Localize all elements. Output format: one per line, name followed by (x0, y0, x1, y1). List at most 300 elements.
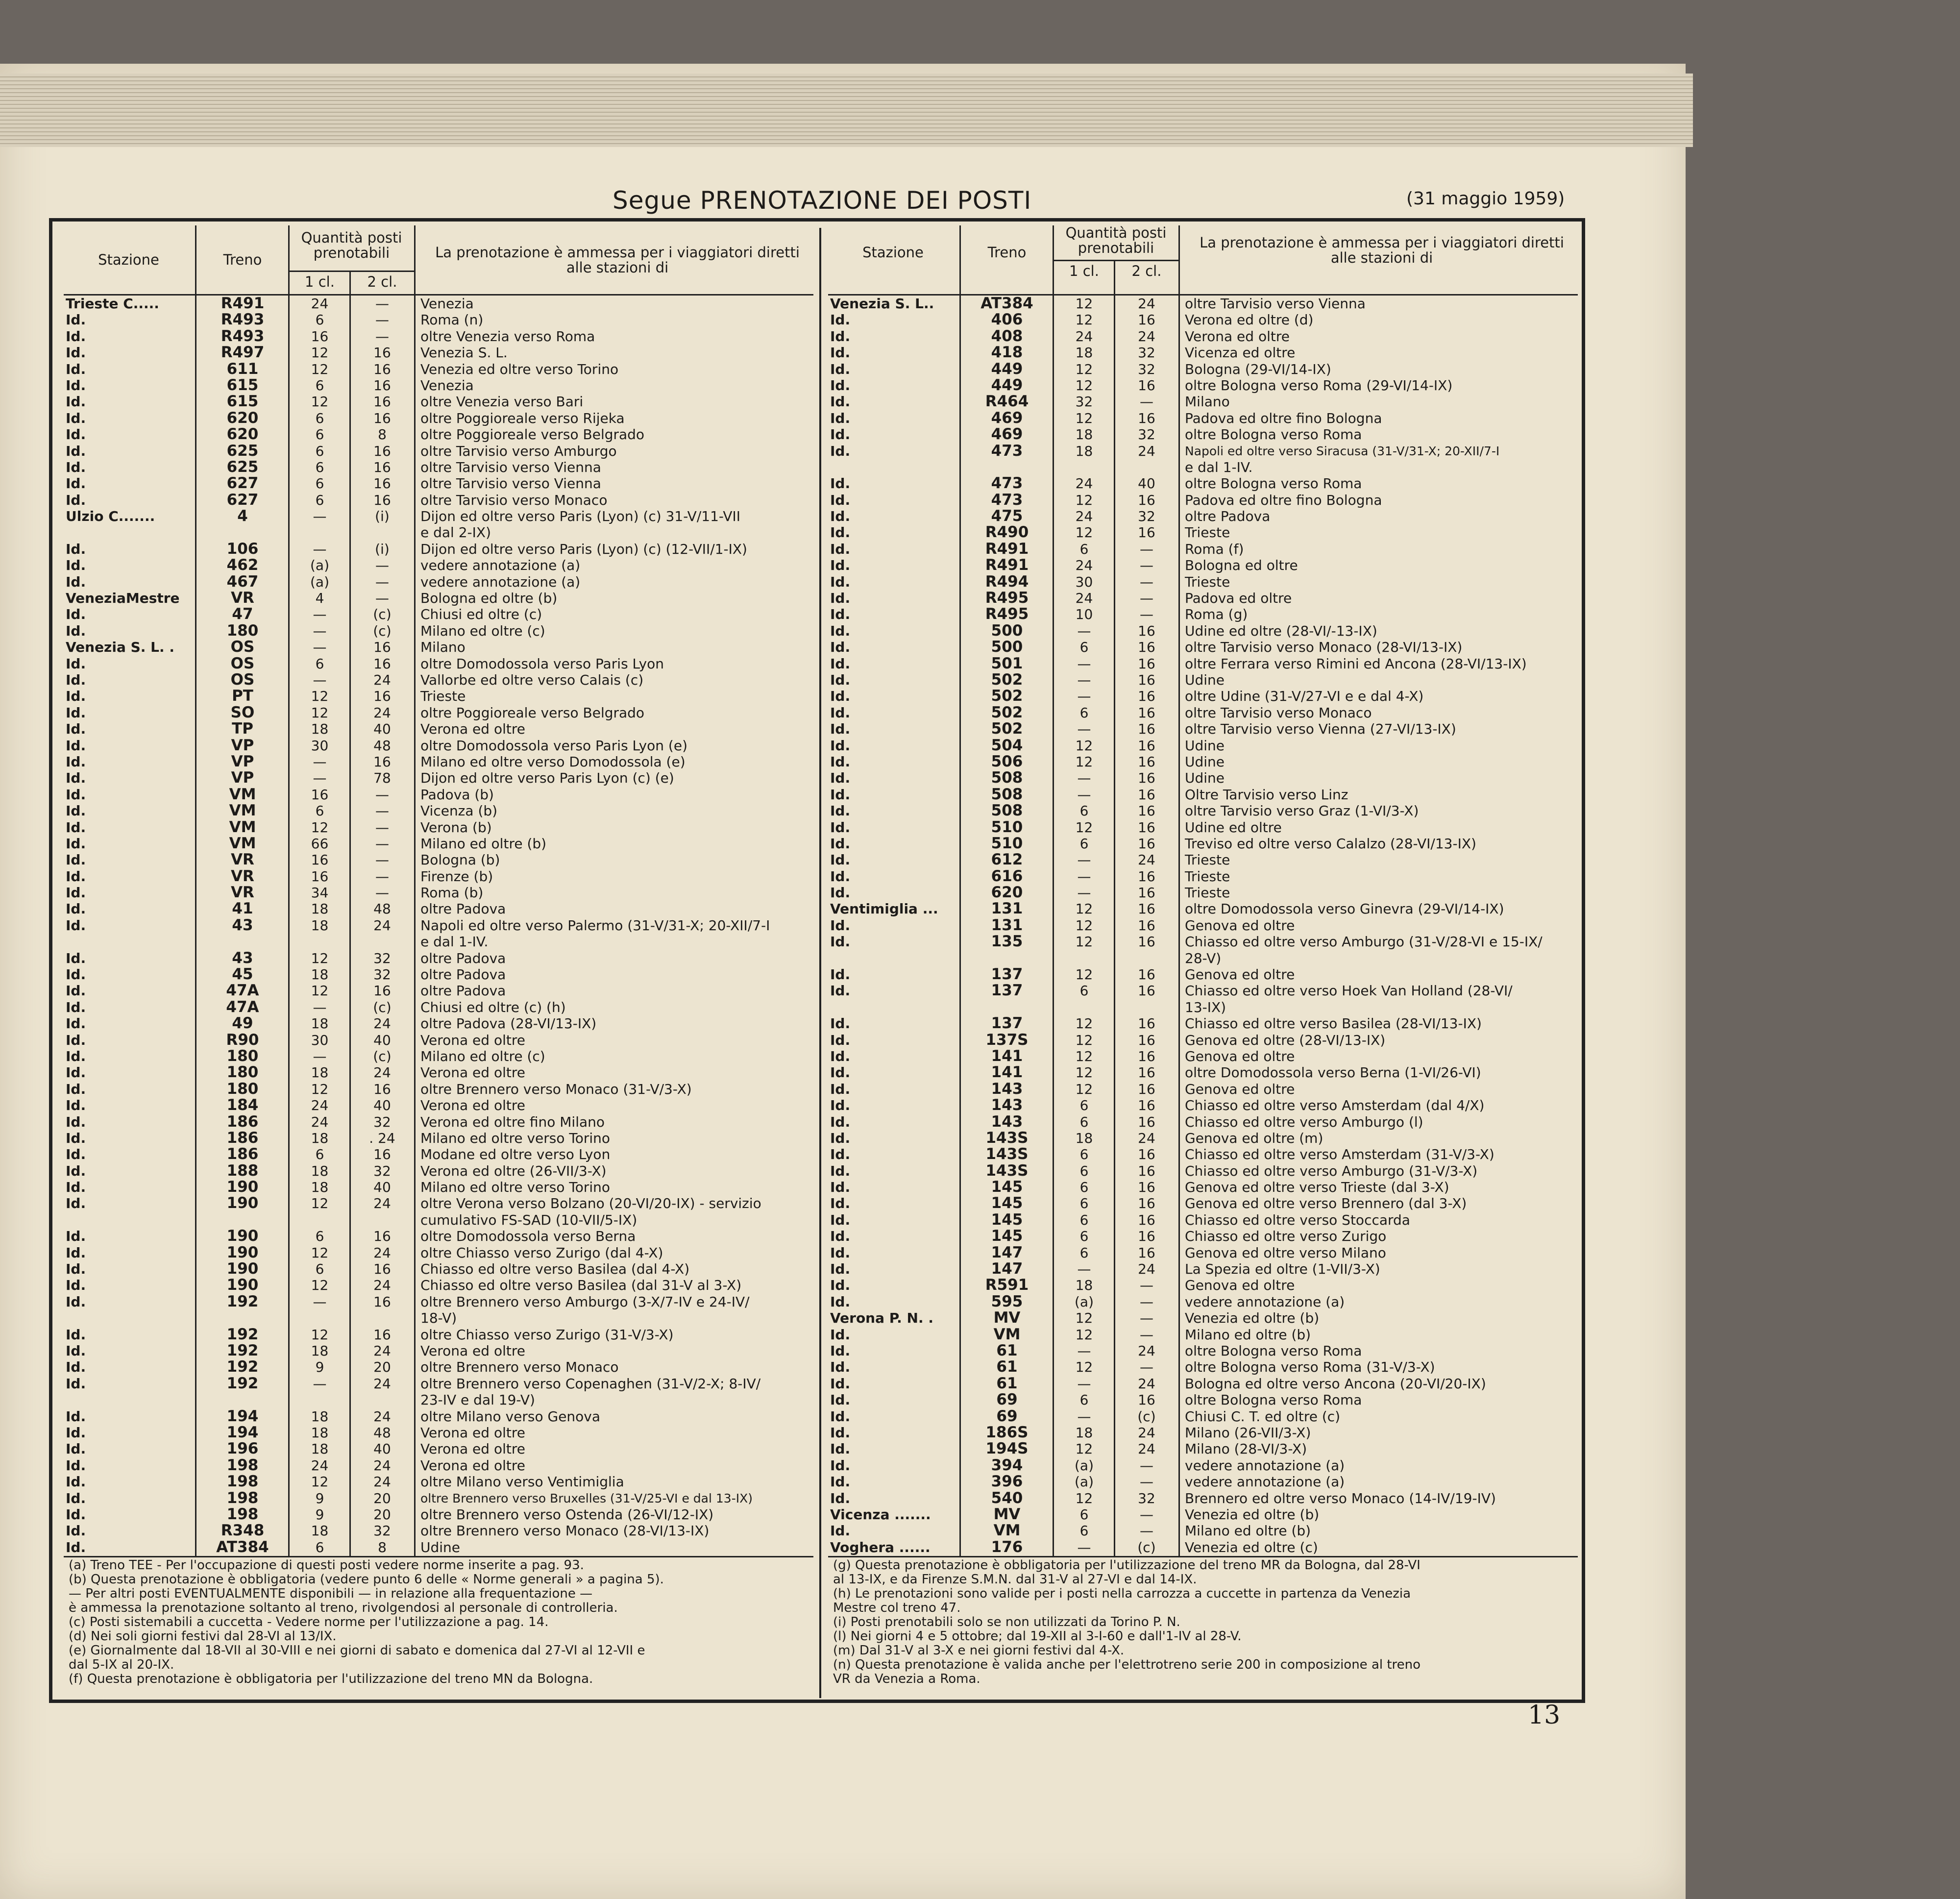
station-cell: Id. (66, 1081, 86, 1097)
table-row (64, 934, 813, 950)
table-header (828, 225, 1578, 296)
station-cell: Id. (830, 885, 851, 901)
first-class-cell: 16 (311, 328, 329, 345)
station-cell: Id. (66, 1375, 86, 1392)
destination-cell: oltre Bologna verso Roma (31-V/3-X) (1185, 1359, 1435, 1376)
destination-cell: oltre Tarvisio verso Vienna (27-VI/13-IX) (1185, 721, 1456, 738)
header-treno: Treno (987, 244, 1027, 261)
second-class-cell: 16 (373, 1081, 391, 1097)
table-row (64, 606, 813, 622)
table-row (64, 492, 813, 508)
second-class-cell: — (375, 328, 389, 345)
second-class-cell: 24 (373, 1375, 391, 1392)
train-cell: 145 (991, 1194, 1023, 1212)
station-cell: Id. (830, 394, 851, 410)
table-row (64, 1343, 813, 1359)
destination-cell: Padova ed oltre fino Bologna (1185, 492, 1382, 508)
train-cell: 190 (226, 1227, 259, 1245)
first-class-cell: 6 (1079, 1506, 1089, 1523)
station-cell: Id. (66, 999, 86, 1015)
column-rule (414, 296, 416, 1556)
second-class-cell: 24 (1138, 296, 1155, 312)
train-cell: 4 (237, 507, 248, 525)
first-class-cell: 6 (315, 459, 324, 475)
destination-cell: Udine ed oltre (28-VI/-13-IX) (1185, 622, 1377, 639)
second-class-cell: 16 (1138, 835, 1155, 852)
table-row (64, 1228, 813, 1244)
first-class-cell: — (1077, 622, 1091, 639)
first-class-cell: — (313, 508, 327, 525)
train-cell: OS (230, 670, 255, 689)
station-cell: Id. (830, 475, 851, 492)
footnote: VR da Venezia a Roma. (833, 1672, 980, 1686)
second-class-cell: 16 (373, 983, 391, 999)
second-class-cell: 16 (1138, 492, 1155, 508)
table-bottom-rule (828, 1556, 1578, 1557)
first-class-cell: 16 (311, 852, 329, 868)
second-class-cell: 32 (1138, 345, 1155, 361)
train-cell: 467 (226, 572, 259, 591)
second-class-cell: 40 (373, 1179, 391, 1196)
second-class-cell: — (375, 803, 389, 819)
second-class-cell: 32 (1138, 508, 1155, 525)
second-class-cell: 16 (373, 475, 391, 492)
first-class-cell: 16 (311, 868, 329, 885)
destination-cell: Napoli ed oltre verso Palermo (31-V/31-X; 20-XII/7-I (420, 917, 770, 934)
destination-cell: Udine (1185, 671, 1225, 688)
first-class-cell: (a) (1074, 1474, 1094, 1490)
column-rule (959, 296, 961, 1556)
station-cell: Id. (66, 443, 86, 459)
destination-cell: Oltre Tarvisio verso Linz (1185, 786, 1348, 803)
second-class-cell: (i) (375, 541, 390, 557)
table-row (64, 950, 813, 966)
train-cell: VR (231, 867, 254, 885)
table-row (64, 1294, 813, 1310)
train-cell: 510 (991, 818, 1023, 836)
first-class-cell: 12 (311, 688, 329, 705)
train-cell: 506 (991, 752, 1023, 770)
table-row (64, 754, 813, 770)
table-row (64, 836, 813, 852)
table-row (828, 836, 1578, 852)
table-row (64, 557, 813, 573)
station-cell: Vicenza ....... (830, 1506, 931, 1523)
second-class-cell: — (1140, 1523, 1153, 1539)
train-cell: 508 (991, 769, 1023, 787)
first-class-cell: — (1077, 688, 1091, 705)
train-cell: 180 (226, 621, 259, 640)
station-cell: Id. (66, 622, 86, 639)
table-row (828, 1425, 1578, 1441)
station-cell: Id. (830, 1408, 851, 1425)
station-cell: Id. (830, 1228, 851, 1245)
station-cell: Id. (830, 622, 851, 639)
destination-cell: Genova ed oltre verso Milano (1185, 1244, 1386, 1261)
first-class-cell: 6 (1079, 1244, 1089, 1261)
destination-cell: oltre Chiasso verso Zurigo (31-V/3-X) (420, 1326, 674, 1343)
first-class-cell: 18 (311, 1523, 329, 1539)
destination-cell: oltre Tarvisio verso Monaco (420, 492, 608, 508)
station-cell: Id. (830, 557, 851, 574)
station-cell: Id. (66, 1277, 86, 1294)
table-row (64, 705, 813, 721)
second-class-cell: 16 (1138, 704, 1155, 721)
second-class-cell: — (375, 868, 389, 885)
station-cell: Id. (830, 639, 851, 656)
destination-cell: oltre Tarvisio verso Amburgo (420, 443, 617, 459)
destination-cell: oltre Bologna verso Roma (1185, 426, 1362, 443)
table-row (64, 1327, 813, 1343)
train-cell: 508 (991, 785, 1023, 803)
train-cell: 192 (226, 1292, 259, 1310)
second-class-cell: 16 (1138, 1211, 1155, 1228)
first-class-cell: 24 (1075, 590, 1093, 607)
second-class-cell: 16 (1138, 934, 1155, 950)
first-class-cell: 6 (1079, 1146, 1089, 1163)
train-cell: MV (993, 1505, 1021, 1523)
second-class-cell: 40 (373, 1097, 391, 1114)
station-cell: Id. (830, 1048, 851, 1064)
first-class-cell: 18 (1075, 1277, 1093, 1294)
table-row (828, 1539, 1578, 1555)
station-cell: Id. (66, 1293, 86, 1310)
first-class-cell: 12 (311, 345, 329, 361)
table-row (828, 557, 1578, 573)
destination-cell: cumulativo FS-SAD (10-VII/5-IX) (420, 1211, 637, 1228)
station-cell: Id. (66, 459, 86, 475)
destination-cell: Chiasso ed oltre verso Hoek Van Holland (28-VI/ (1185, 983, 1513, 999)
first-class-cell: 12 (1075, 377, 1093, 394)
destination-cell: Dijon ed oltre verso Paris (Lyon) (c) 31-V/11-VII (420, 508, 741, 525)
second-class-cell: 16 (373, 361, 391, 377)
station-cell: Id. (830, 1392, 851, 1408)
first-class-cell: 6 (315, 426, 324, 443)
second-class-cell: — (1140, 394, 1153, 410)
first-class-cell: 12 (1075, 966, 1093, 983)
table-row (828, 443, 1578, 459)
first-class-cell: — (1077, 671, 1091, 688)
table-row (64, 377, 813, 394)
first-class-cell: 12 (1075, 1441, 1093, 1457)
station-cell: Id. (830, 1113, 851, 1130)
table-row (64, 819, 813, 836)
second-class-cell: 24 (1138, 1424, 1155, 1441)
table-row (64, 1506, 813, 1523)
train-cell: 131 (991, 900, 1023, 918)
destination-cell: Chiusi ed oltre (c) (420, 606, 542, 623)
table-row (828, 1474, 1578, 1490)
station-cell: Venezia S. L. . (66, 639, 175, 656)
table-row (64, 590, 813, 606)
table-row (828, 1228, 1578, 1244)
train-cell: R491 (985, 556, 1029, 574)
station-cell: Ventimiglia ... (830, 901, 938, 917)
first-class-cell: 18 (311, 1408, 329, 1425)
station-cell: Id. (66, 917, 86, 934)
first-class-cell: — (313, 1048, 327, 1064)
second-class-cell: — (375, 885, 389, 901)
first-class-cell: 12 (1075, 819, 1093, 836)
station-cell: Venezia S. L.. (830, 296, 934, 312)
train-cell: 135 (991, 933, 1023, 951)
train-cell: 184 (226, 1096, 259, 1114)
first-class-cell: 12 (1075, 1490, 1093, 1506)
table-row (828, 377, 1578, 394)
second-class-cell: 16 (373, 394, 391, 410)
second-class-cell: 32 (373, 966, 391, 983)
station-cell: Id. (830, 410, 851, 426)
column-rule (349, 296, 351, 1556)
destination-cell: Venezia (420, 296, 474, 312)
station-cell: Id. (66, 557, 86, 574)
footnote: dal 5-IX al 20-IX. (69, 1657, 174, 1672)
second-class-cell: — (375, 590, 389, 607)
train-cell: 192 (226, 1374, 259, 1392)
table-row (828, 917, 1578, 934)
destination-cell: Chiasso ed oltre verso Basilea (28-VI/13-IX) (1185, 1015, 1482, 1032)
train-cell: 145 (991, 1178, 1023, 1196)
page-number: 13 (1528, 1701, 1561, 1730)
first-class-cell: 12 (1075, 1064, 1093, 1081)
second-class-cell: 16 (1138, 917, 1155, 934)
second-class-cell: 24 (1138, 328, 1155, 345)
first-class-cell: 6 (315, 655, 324, 672)
destination-cell: Milano ed oltre verso Torino (420, 1130, 611, 1146)
station-cell: Id. (830, 1326, 851, 1343)
destination-cell: Roma (b) (420, 885, 484, 901)
first-class-cell: 6 (315, 443, 324, 459)
table-row (828, 1179, 1578, 1195)
station-cell: Id. (66, 1457, 86, 1474)
table-row (828, 656, 1578, 672)
station-cell: Id. (830, 1457, 851, 1474)
first-class-cell: — (313, 1375, 327, 1392)
train-cell: R490 (985, 523, 1029, 542)
first-class-cell: 12 (1075, 917, 1093, 934)
destination-cell: Genova ed oltre (1185, 966, 1295, 983)
destination-cell: Verona ed oltre fino Milano (420, 1113, 605, 1130)
table-row (64, 1457, 813, 1474)
first-class-cell: 66 (311, 835, 329, 852)
destination-cell: Chiasso ed oltre verso Amsterdam (31-V/3-X) (1185, 1146, 1494, 1163)
train-cell: 469 (991, 409, 1023, 427)
second-class-cell: 16 (1138, 737, 1155, 754)
column-rule (1114, 296, 1115, 1556)
first-class-cell: 12 (311, 361, 329, 377)
train-cell: VM (229, 818, 256, 836)
first-class-cell: 6 (1079, 1113, 1089, 1130)
destination-cell: Verona ed oltre (420, 1457, 525, 1474)
destination-cell: oltre Brennero verso Monaco (420, 1359, 619, 1376)
table-row (828, 1048, 1578, 1064)
second-class-cell: — (1140, 1293, 1153, 1310)
destination-cell: oltre Brennero verso Monaco (28-VI/13-IX) (420, 1523, 710, 1539)
second-class-cell: — (1140, 1359, 1153, 1376)
table-row (828, 606, 1578, 622)
header-quantita: Quantità posti prenotabili (301, 229, 402, 261)
train-cell: R591 (985, 1276, 1029, 1294)
first-class-cell: 6 (1079, 1228, 1089, 1245)
table-row (828, 1392, 1578, 1408)
second-class-cell: — (375, 819, 389, 836)
table-row (64, 1195, 813, 1211)
station-cell: Id. (66, 1539, 86, 1555)
first-class-cell: 30 (1075, 573, 1093, 590)
station-cell: Id. (66, 1064, 86, 1081)
station-cell: Id. (66, 394, 86, 410)
train-cell: 69 (996, 1407, 1018, 1425)
first-class-cell: 12 (1075, 1048, 1093, 1064)
destination-cell: vedere annotazione (a) (1185, 1457, 1345, 1474)
second-class-cell: (c) (373, 606, 392, 623)
second-class-cell: 16 (1138, 1015, 1155, 1032)
station-cell: Id. (66, 671, 86, 688)
header-stazione: Stazione (862, 244, 924, 261)
station-cell: Id. (830, 492, 851, 508)
second-class-cell: — (375, 835, 389, 852)
second-class-cell: 24 (373, 1474, 391, 1490)
table-row (828, 1097, 1578, 1113)
destination-cell: Chiasso ed oltre verso Amburgo (l) (1185, 1113, 1423, 1130)
first-class-cell: 12 (1075, 1032, 1093, 1048)
second-class-cell: 16 (373, 1326, 391, 1343)
table-row (828, 312, 1578, 328)
station-cell: Id. (830, 819, 851, 836)
destination-cell: Napoli ed oltre verso Siracusa (31-V/31-X; 20-XII/7-I (1185, 444, 1500, 458)
station-cell: Id. (66, 1048, 86, 1064)
table-row (828, 999, 1578, 1015)
table-row (64, 1097, 813, 1113)
destination-cell: Trieste (1185, 852, 1230, 868)
first-class-cell: 6 (1079, 1523, 1089, 1539)
table-row (64, 999, 813, 1015)
table-row (64, 738, 813, 754)
station-cell: Id. (830, 934, 851, 950)
train-cell: 611 (226, 360, 259, 378)
first-class-cell: 24 (311, 296, 329, 312)
train-cell: 406 (991, 311, 1023, 329)
station-cell: Id. (830, 1277, 851, 1294)
train-cell: 190 (226, 1178, 259, 1196)
train-cell: 137 (991, 965, 1023, 984)
second-class-cell: 16 (1138, 1113, 1155, 1130)
first-class-cell: 24 (1075, 557, 1093, 574)
train-cell: R495 (985, 589, 1029, 607)
table-row (64, 1277, 813, 1293)
second-class-cell: 40 (373, 1032, 391, 1048)
footnote: (h) Le prenotazioni sono valide per i posti nella carrozza a cuccette in partenza da Venezia (833, 1586, 1411, 1601)
destination-cell: oltre Bologna verso Roma (1185, 475, 1362, 492)
first-class-cell: 12 (1075, 1015, 1093, 1032)
train-cell: VM (229, 802, 256, 820)
second-class-cell: . 24 (369, 1130, 395, 1146)
station-cell: Id. (830, 786, 851, 803)
first-class-cell: 18 (1075, 1424, 1093, 1441)
destination-cell: Chiasso ed oltre verso Amburgo (31-V/28-VI e 15-IX/ (1185, 934, 1543, 950)
page-stack-edges (0, 74, 1693, 147)
station-cell: Id. (830, 917, 851, 934)
destination-cell: e dal 2-IX) (420, 524, 491, 541)
second-class-cell: (c) (373, 622, 392, 639)
destination-cell: 18-V) (420, 1310, 457, 1327)
train-cell: 620 (226, 409, 259, 427)
train-cell: OS (230, 638, 255, 656)
table-row (64, 721, 813, 737)
second-class-cell: — (1140, 557, 1153, 574)
first-class-cell: 12 (311, 1081, 329, 1097)
table-row (828, 1310, 1578, 1326)
first-class-cell: 12 (1075, 312, 1093, 328)
second-class-cell: 24 (1138, 1375, 1155, 1392)
destination-cell: Udine (1185, 770, 1225, 787)
table-row (64, 410, 813, 426)
second-class-cell: (c) (1137, 1539, 1156, 1555)
table-row (64, 917, 813, 934)
station-cell: Id. (66, 852, 86, 868)
table-row (64, 901, 813, 917)
table-row (828, 787, 1578, 803)
destination-cell: Chiasso ed oltre verso Amsterdam (dal 4/X) (1185, 1097, 1485, 1114)
station-cell: Id. (66, 1195, 86, 1212)
second-class-cell: 16 (1138, 753, 1155, 770)
station-cell: Id. (830, 1015, 851, 1032)
second-class-cell: 20 (373, 1359, 391, 1376)
station-cell: Id. (66, 606, 86, 623)
header-ammessa: La prenotazione è ammessa per i viaggiatori diretti alle stazioni di (1200, 234, 1564, 266)
footnote: (e) Giornalmente dal 18-VII al 30-VIII e nei giorni di sabato e domenica dal 27-VI al 12-VII e (69, 1643, 645, 1658)
second-class-cell: 8 (378, 1539, 387, 1555)
table-row (828, 705, 1578, 721)
destination-cell: Roma (f) (1185, 541, 1244, 557)
footnote: Mestre col treno 47. (833, 1601, 961, 1615)
table-row (828, 934, 1578, 950)
train-cell: 192 (226, 1358, 259, 1376)
first-class-cell: 6 (315, 1146, 324, 1163)
table-row (828, 819, 1578, 836)
table-row (828, 394, 1578, 410)
table-row (828, 574, 1578, 590)
second-class-cell: 16 (1138, 1081, 1155, 1097)
destination-cell: oltre Padova (420, 983, 506, 999)
destination-cell: Bologna ed oltre (1185, 557, 1298, 574)
second-class-cell: 16 (1138, 786, 1155, 803)
first-class-cell: 12 (1075, 1310, 1093, 1327)
table-row (828, 950, 1578, 966)
first-class-cell: 24 (311, 1097, 329, 1114)
table-row (828, 1114, 1578, 1130)
train-cell: 473 (991, 474, 1023, 493)
station-cell: VeneziaMestre (66, 590, 180, 607)
destination-cell: Dijon ed oltre verso Paris Lyon (c) (e) (420, 770, 674, 787)
right-table (828, 224, 1578, 1686)
destination-cell: oltre Domodossola verso Paris Lyon (e) (420, 737, 688, 754)
train-cell: 615 (226, 376, 259, 394)
second-class-cell: 16 (1138, 639, 1155, 656)
first-class-cell: — (1077, 770, 1091, 787)
destination-cell: vedere annotazione (a) (1185, 1293, 1345, 1310)
footnote: — Per altri posti EVENTUALMENTE disponibili — in relazione alla frequentazione — (69, 1586, 593, 1601)
destination-cell: Milano ed oltre (c) (420, 622, 545, 639)
destination-cell: Genova ed oltre verso Brennero (dal 3-X) (1185, 1195, 1467, 1212)
station-cell: Id. (66, 1408, 86, 1425)
first-class-cell: (a) (310, 557, 329, 574)
second-class-cell: 16 (1138, 803, 1155, 819)
second-class-cell: 32 (1138, 426, 1155, 443)
train-cell: 180 (226, 1080, 259, 1098)
train-cell: VP (231, 736, 254, 754)
column-rule (195, 296, 196, 1556)
